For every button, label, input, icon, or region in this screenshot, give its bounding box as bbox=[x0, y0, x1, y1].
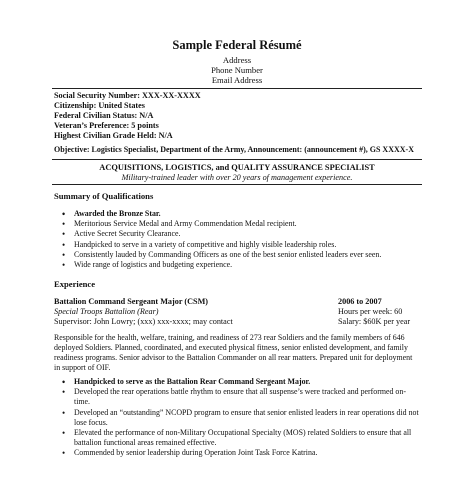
ssn-line: Social Security Number: XXX-XX-XXXX bbox=[54, 91, 201, 100]
qualification-item: • Consistently lauded by Commanding Officers as one of the best senior enlisted leaders ever seen. bbox=[60, 250, 381, 260]
qualifications-list bbox=[60, 209, 381, 270]
job-hours: Hours per week: 60 bbox=[338, 307, 403, 316]
headline-title: ACQUISITIONS, LOGISTICS, and QUALITY ASSURANCE SPECIALIST bbox=[99, 163, 375, 172]
qualification-item: • Wide range of logistics and budgeting experience. bbox=[60, 260, 381, 270]
job-title: Battalion Command Sergeant Major (CSM) bbox=[54, 297, 209, 306]
job-description-line: readiness programs. Senior advisor to the Battalion Commander on all rear matters. Prepared unit for deployment bbox=[54, 353, 413, 362]
resume-title: Sample Federal Résumé bbox=[172, 38, 302, 52]
civilian-status-line: Federal Civilian Status: N/A bbox=[54, 111, 154, 120]
job-description-line: Responsible for the health, welfare, training, and readiness of 273 rear Soldiers and the family members of 646 bbox=[54, 333, 405, 342]
qualification-item: • Meritorious Service Medal and Army Commendation Medal recipient. bbox=[60, 219, 381, 229]
achievement-item: • Developed the rear operations battle rhythm to ensure that all suspense’s were tracked and performed on-time. bbox=[60, 387, 420, 407]
achievement-item: • Commended by senior leadership during Operation Joint Task Force Katrina. bbox=[60, 448, 420, 458]
job-description bbox=[54, 333, 424, 373]
veterans-preference-line: Veteran’s Preference: 5 points bbox=[54, 121, 159, 130]
achievement-item: • Handpicked to serve as the Battalion Rear Command Sergeant Major. bbox=[60, 377, 420, 387]
qualifications-heading: Summary of Qualifications bbox=[54, 191, 154, 201]
job-description-line: in support of OIF. bbox=[54, 363, 111, 372]
phone-line: Phone Number bbox=[211, 65, 263, 75]
job-dates: 2006 to 2007 bbox=[338, 297, 382, 306]
achievement-item: • Developed an “outstanding” NCOPD program to ensure that senior enlisted leaders in rear operations did not lose focus. bbox=[60, 408, 420, 428]
objective-line: Objective: Logistics Specialist, Department of the Army, Announcement: (announcement #), GS XXXX-X bbox=[54, 145, 414, 154]
job-supervisor: Supervisor: John Lowry; (xxx) xxx-xxxx; may contact bbox=[54, 317, 233, 326]
citizenship-line: Citizenship: United States bbox=[54, 101, 145, 110]
achievement-item: • Elevated the performance of non-Military Occupational Specialty (MOS) related Soldiers to ensure that all battalion functional areas remained effective. bbox=[60, 428, 420, 448]
highest-grade-line: Highest Civilian Grade Held: N/A bbox=[54, 131, 173, 140]
job-description-line: deployed Soldiers. Planned, coordinated, and executed physical fitness, senior enlisted development, and family bbox=[54, 343, 408, 352]
experience-heading: Experience bbox=[54, 279, 96, 289]
job-salary: Salary: $60K per year bbox=[338, 317, 411, 326]
qualification-item: • Handpicked to serve in a variety of competitive and highly visible leadership roles. bbox=[60, 240, 381, 250]
achievements-list bbox=[60, 377, 420, 459]
header-divider bbox=[52, 88, 422, 89]
headline-divider bbox=[52, 184, 422, 185]
job-unit: Special Troops Battalion (Rear) bbox=[54, 307, 159, 316]
address-line: Address bbox=[222, 55, 252, 65]
qualification-item: • Active Secret Security Clearance. bbox=[60, 229, 381, 239]
qualification-item: • Awarded the Bronze Star. bbox=[60, 209, 381, 219]
email-line: Email Address bbox=[211, 75, 263, 85]
headline-subtitle: Military-trained leader with over 20 years of management experience. bbox=[121, 173, 353, 182]
objective-divider bbox=[52, 159, 422, 160]
